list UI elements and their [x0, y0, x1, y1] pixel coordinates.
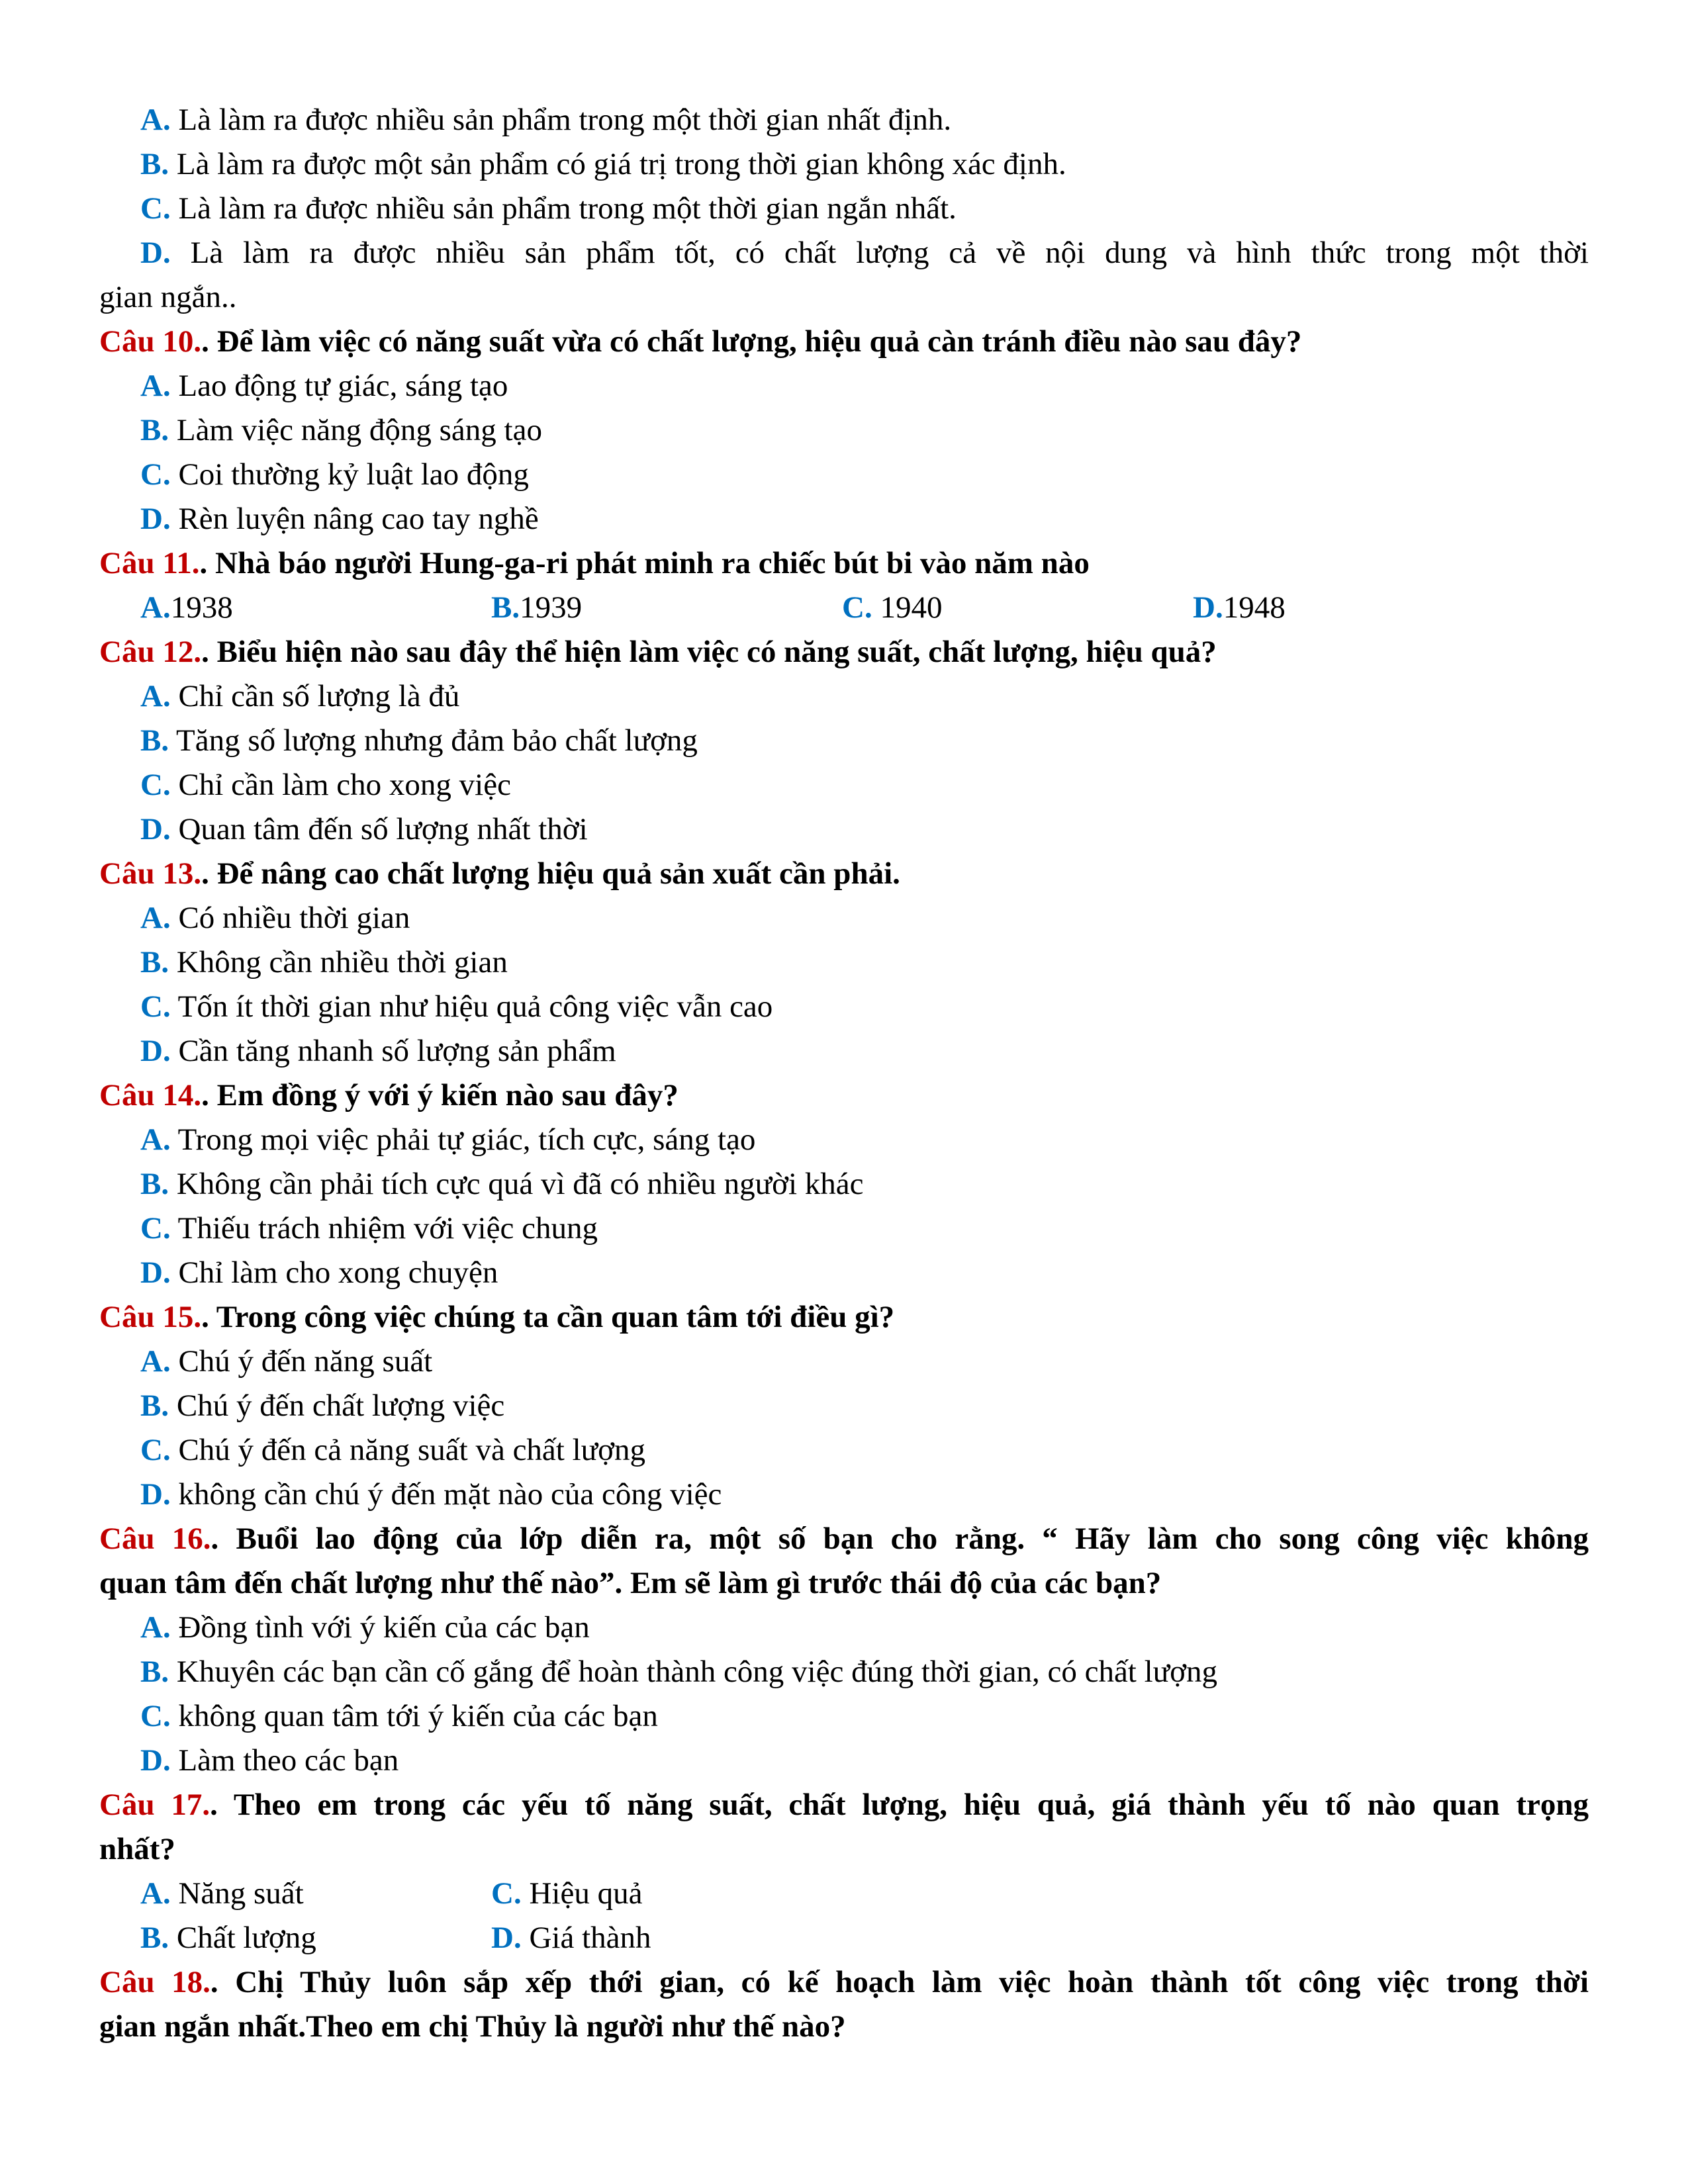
option-text: 1948	[1223, 590, 1286, 625]
option-letter: C.	[140, 457, 171, 492]
option-letter: B.	[140, 1388, 169, 1423]
option-letter: D.	[140, 812, 171, 846]
option-letter: A.	[140, 590, 171, 625]
option-text: Chú ý đến năng suất	[170, 1344, 433, 1379]
q12-option-d	[99, 807, 1589, 852]
option-letter: D.	[1193, 590, 1223, 625]
option-letter: A.	[140, 1344, 171, 1379]
q17-option-c	[491, 1872, 888, 1916]
question-18	[99, 1960, 1589, 2005]
q16-option-d	[99, 1739, 1589, 1783]
option-text: Là làm ra được nhiều sản phẩm tốt, có chất lượng cả về nội dung và hình thức trong một thời	[170, 236, 1589, 270]
question-label: Câu 11.	[99, 546, 200, 580]
option-text: 1940	[872, 590, 943, 625]
option-letter: A.	[140, 369, 171, 403]
option-letter: C.	[140, 768, 171, 802]
q14-option-b	[99, 1162, 1589, 1206]
q12-option-b	[99, 719, 1589, 763]
q12-option-c	[99, 763, 1589, 807]
option-letter: B.	[140, 723, 169, 758]
option-text: Chú ý đến cả năng suất và chất lượng	[170, 1433, 645, 1467]
option-letter: B.	[140, 413, 169, 447]
question-label: Câu 14.	[99, 1078, 202, 1113]
option-letter: D.	[140, 502, 171, 536]
question-label: Câu 16.	[99, 1522, 211, 1556]
q15-option-a	[99, 1340, 1589, 1384]
option-letter: C.	[140, 1433, 171, 1467]
option-letter: C.	[140, 1699, 171, 1733]
option-text: Có nhiều thời gian	[170, 901, 410, 935]
option-text: Rèn luyện nâng cao tay nghề	[170, 502, 539, 536]
option-text: 1939	[520, 590, 583, 625]
question-10	[99, 320, 1589, 364]
option-text: Coi thường kỷ luật lao động	[170, 457, 529, 492]
option-text: Hiệu quả	[521, 1876, 643, 1911]
option-text: Chỉ làm cho xong chuyện	[170, 1255, 498, 1290]
document-page	[99, 98, 1589, 2049]
option-text: Là làm ra được nhiều sản phẩm trong một thời gian nhất định.	[170, 103, 952, 137]
option-text: Là làm ra được nhiều sản phẩm trong một thời gian ngắn nhất.	[170, 191, 957, 226]
option-text: Năng suất	[170, 1876, 304, 1911]
option-letter: D.	[140, 1743, 171, 1778]
option-text: Không cần nhiều thời gian	[169, 945, 508, 979]
q11-option-d	[1193, 586, 1544, 630]
q9-option-a	[99, 98, 1589, 142]
question-label: Câu 12.	[99, 635, 202, 669]
q11-option-a	[99, 586, 491, 630]
option-text: Chỉ cần làm cho xong việc	[170, 768, 511, 802]
option-letter: D.	[140, 1255, 171, 1290]
question-text: . Buổi lao động của lớp diễn ra, một số bạn cho rằng. “ Hãy làm cho song công việc không	[211, 1522, 1589, 1556]
option-text: Cần tăng nhanh số lượng sản phẩm	[170, 1034, 616, 1068]
option-text: Thiếu trách nhiệm với việc chung	[170, 1211, 598, 1246]
q13-option-c	[99, 985, 1589, 1029]
option-letter: B.	[140, 1167, 169, 1201]
question-13	[99, 852, 1589, 896]
option-text: Quan tâm đến số lượng nhất thời	[170, 812, 588, 846]
q15-option-d	[99, 1473, 1589, 1517]
option-letter: A.	[140, 1876, 171, 1911]
q13-option-d	[99, 1029, 1589, 1073]
option-text: 1938	[170, 590, 233, 625]
option-letter: A.	[140, 679, 171, 713]
q11-option-b	[491, 586, 842, 630]
option-text: Lao động tự giác, sáng tạo	[170, 369, 508, 403]
option-letter: B.	[140, 147, 169, 181]
question-label: Câu 10.	[99, 324, 202, 359]
option-text: không cần chú ý đến mặt nào của công việc	[170, 1477, 722, 1512]
q14-option-c	[99, 1206, 1589, 1251]
question-text: . Biểu hiện nào sau đây thể hiện làm việc có năng suất, chất lượng, hiệu quả?	[201, 635, 1217, 669]
question-16-continuation: quan tâm đến chất lượng như thế nào”. Em sẽ làm gì trước thái độ của các bạn?	[99, 1566, 1162, 1600]
option-letter: A.	[140, 1610, 171, 1645]
option-text: Tăng số lượng nhưng đảm bảo chất lượng	[169, 723, 698, 758]
question-text: . Trong công việc chúng ta cần quan tâm tới điều gì?	[201, 1300, 895, 1334]
q17-option-d	[491, 1916, 888, 1960]
option-text: Làm việc năng động sáng tạo	[169, 413, 542, 447]
question-label: Câu 15.	[99, 1300, 202, 1334]
q15-option-b	[99, 1384, 1589, 1428]
q17-options-row-1	[99, 1872, 1589, 1916]
q14-option-a	[99, 1118, 1589, 1162]
option-letter: C.	[140, 191, 171, 226]
q13-option-b	[99, 940, 1589, 985]
q17-option-a	[99, 1872, 491, 1916]
q13-option-a	[99, 896, 1589, 940]
option-letter: D.	[140, 236, 171, 270]
option-letter: B.	[140, 1921, 169, 1955]
question-text: . Em đồng ý với ý kiến nào sau đây?	[201, 1078, 679, 1113]
option-letter: A.	[140, 103, 171, 137]
q11-options-row	[99, 586, 1589, 630]
q16-option-a	[99, 1606, 1589, 1650]
q12-option-a	[99, 674, 1589, 719]
q10-option-c	[99, 453, 1589, 497]
option-text: Tốn ít thời gian như hiệu quả công việc vẫn cao	[170, 989, 773, 1024]
option-text: Làm theo các bạn	[170, 1743, 399, 1778]
option-letter: B.	[140, 945, 169, 979]
question-17	[99, 1783, 1589, 1827]
question-text: . Để làm việc có năng suất vừa có chất lượng, hiệu quả càn tránh điều nào sau đây?	[201, 324, 1302, 359]
option-letter: C.	[842, 590, 872, 625]
q15-option-c	[99, 1428, 1589, 1473]
question-17-continuation: nhất?	[99, 1832, 175, 1866]
option-letter: D.	[140, 1477, 171, 1512]
question-15	[99, 1295, 1589, 1340]
q14-option-d	[99, 1251, 1589, 1295]
q11-option-c	[842, 586, 1193, 630]
option-text: Giá thành	[521, 1921, 651, 1955]
question-label: Câu 18.	[99, 1965, 211, 1999]
option-letter: D.	[140, 1034, 171, 1068]
option-letter: C.	[140, 1211, 171, 1246]
question-18-continuation: gian ngắn nhất.Theo em chị Thủy là người như thế nào?	[99, 2009, 846, 2044]
option-text: Chú ý đến chất lượng việc	[169, 1388, 505, 1423]
option-text: Khuyên các bạn cần cố gắng để hoàn thành công việc đúng thời gian, có chất lượng	[169, 1655, 1217, 1689]
option-letter: B.	[140, 1655, 169, 1689]
question-text: . Nhà báo người Hung-ga-ri phát minh ra chiếc bút bi vào năm nào	[199, 546, 1090, 580]
question-label: Câu 13.	[99, 856, 202, 891]
option-letter: A.	[140, 901, 171, 935]
question-16	[99, 1517, 1589, 1561]
question-text: . Chị Thủy luôn sắp xếp thới gian, có kế hoạch làm việc hoàn thành tốt công việc trong thời	[210, 1965, 1589, 1999]
option-text: Là làm ra được một sản phẩm có giá trị trong thời gian không xác định.	[169, 147, 1066, 181]
option-letter: C.	[140, 989, 171, 1024]
q10-option-d	[99, 497, 1589, 541]
question-text: . Để nâng cao chất lượng hiệu quả sản xuất cần phải.	[201, 856, 900, 891]
option-letter: A.	[140, 1122, 171, 1157]
question-11	[99, 541, 1589, 586]
q17-option-b	[99, 1916, 491, 1960]
option-letter: C.	[491, 1876, 522, 1911]
q16-option-c	[99, 1694, 1589, 1739]
q16-option-b	[99, 1650, 1589, 1694]
option-text: Chất lượng	[169, 1921, 316, 1955]
option-letter: B.	[491, 590, 520, 625]
option-text: không quan tâm tới ý kiến của các bạn	[170, 1699, 658, 1733]
q9-option-b	[99, 142, 1589, 187]
q9-option-d-continuation: gian ngắn..	[99, 280, 237, 314]
option-text: Đồng tình với ý kiến của các bạn	[170, 1610, 590, 1645]
question-12	[99, 630, 1589, 674]
option-letter: D.	[491, 1921, 522, 1955]
option-text: Chỉ cần số lượng là đủ	[170, 679, 460, 713]
q10-option-b	[99, 408, 1589, 453]
option-text: Trong mọi việc phải tự giác, tích cực, sáng tạo	[170, 1122, 756, 1157]
option-text: Không cần phải tích cực quá vì đã có nhiều người khác	[169, 1167, 864, 1201]
q10-option-a	[99, 364, 1589, 408]
q9-option-c	[99, 187, 1589, 231]
question-label: Câu 17.	[99, 1788, 211, 1822]
question-text: . Theo em trong các yếu tố năng suất, chất lượng, hiệu quả, giá thành yếu tố nào quan trọng	[210, 1788, 1589, 1822]
question-14	[99, 1073, 1589, 1118]
q17-options-row-2	[99, 1916, 1589, 1960]
q9-option-d	[99, 231, 1589, 275]
